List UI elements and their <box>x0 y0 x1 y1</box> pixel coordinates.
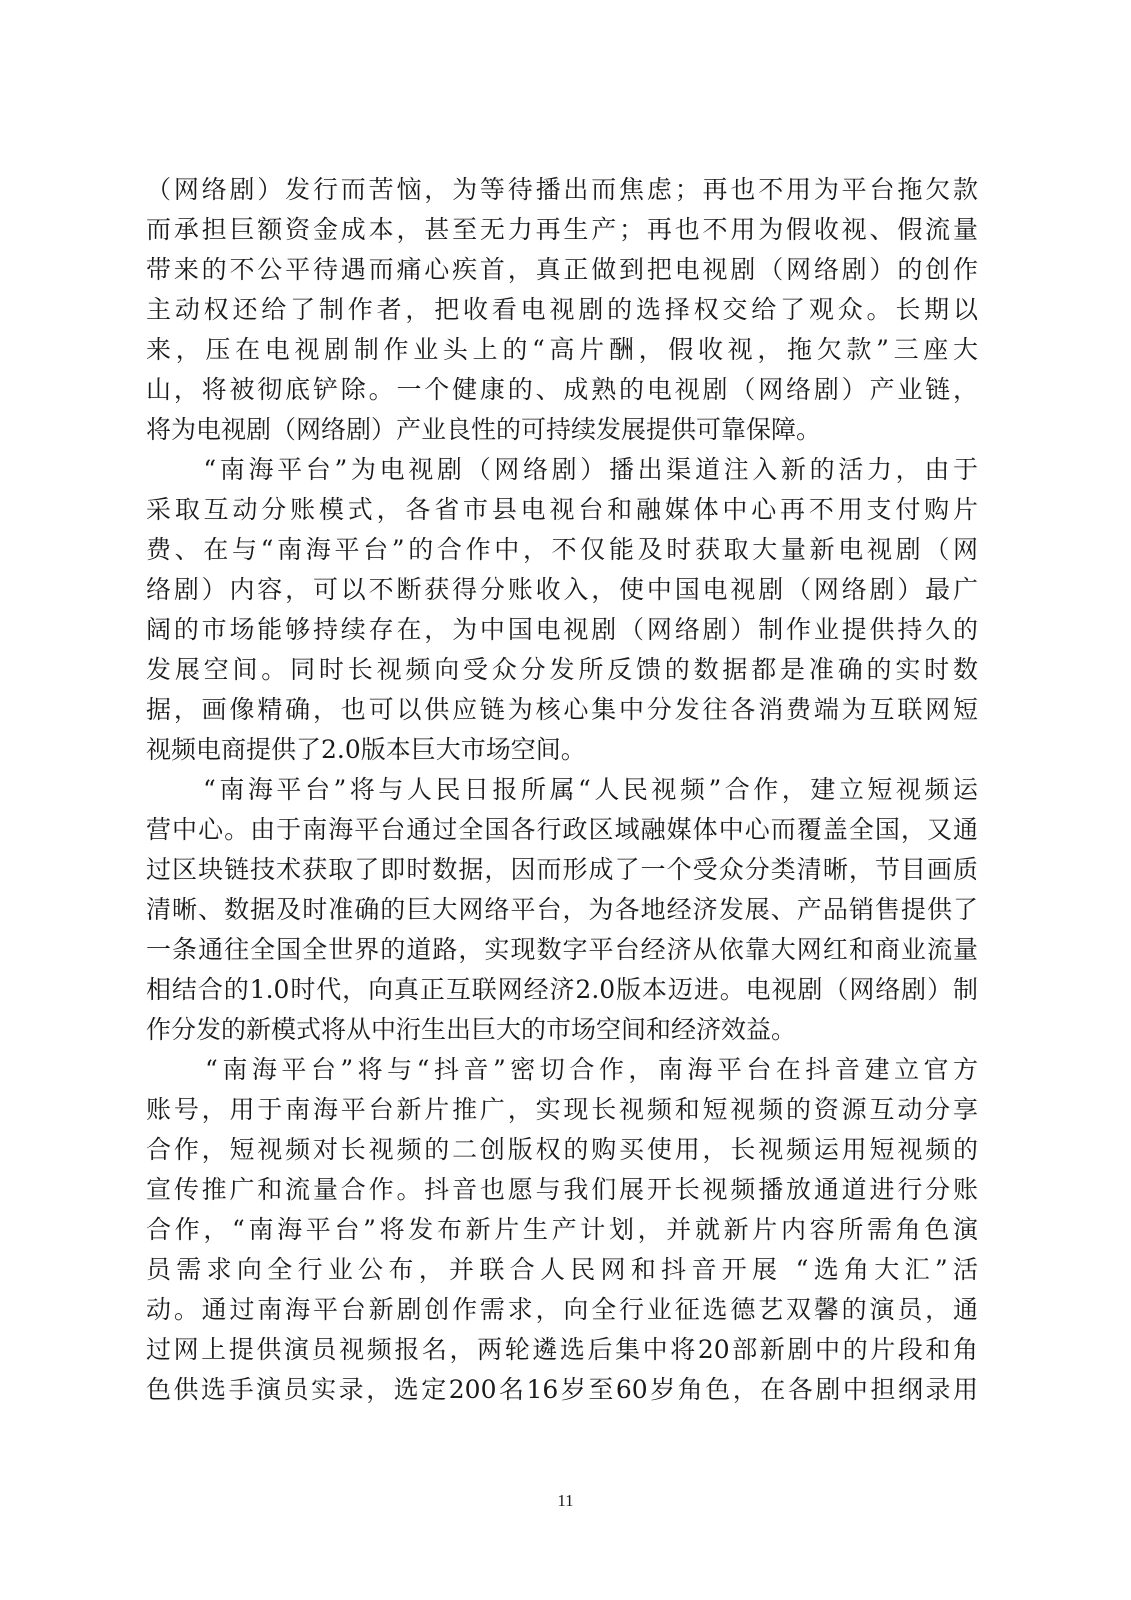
text-line: 发展空间。同时长视频向受众分发所反馈的数据都是准确的实时数 <box>146 655 978 684</box>
text-line: 过区块链技术获取了即时数据，因而形成了一个受众分类清晰，节目画质 <box>146 855 978 884</box>
text-line: 色供选手演员实录，选定200名16岁至60岁角色，在各剧中担纲录用 <box>146 1375 978 1404</box>
text-line: 员需求向全行业公布，并联合人民网和抖音开展 “选角大汇”活 <box>146 1255 978 1284</box>
text-line: 过网上提供演员视频报名，两轮遴选后集中将20部新剧中的片段和角 <box>146 1335 978 1364</box>
text-line: 带来的不公平待遇而痛心疾首，真正做到把电视剧（网络剧）的创作 <box>146 255 978 284</box>
text-line: 清晰、数据及时准确的巨大网络平台，为各地经济发展、产品销售提供了 <box>146 895 978 924</box>
text-line: 合作，短视频对长视频的二创版权的购买使用，长视频运用短视频的 <box>146 1135 978 1164</box>
text-line: 主动权还给了制作者，把收看电视剧的选择权交给了观众。长期以 <box>146 295 978 324</box>
text-line: 络剧）内容，可以不断获得分账收入，使中国电视剧（网络剧）最广 <box>146 575 978 604</box>
text-line: 来，压在电视剧制作业头上的“高片酬，假收视，拖欠款”三座大 <box>146 335 978 364</box>
text-line: 作分发的新模式将从中洐生出巨大的市场空间和经济效益。 <box>146 1015 797 1044</box>
text-line: 账号，用于南海平台新片推广，实现长视频和短视频的资源互动分享 <box>146 1095 978 1124</box>
text-line: 阔的市场能够持续存在，为中国电视剧（网络剧）制作业提供持久的 <box>146 615 978 644</box>
text-line: 据，画像精确，也可以供应链为核心集中分发往各消费端为互联网短 <box>146 695 978 724</box>
text-line: “南海平台”将与人民日报所属“人民视频”合作，建立短视频运 <box>146 775 978 804</box>
text-line: 视频电商提供了2.0版本巨大市场空间。 <box>146 735 586 764</box>
page-number: 11 <box>557 1491 574 1510</box>
document-body <box>146 170 978 1410</box>
text-line: 而承担巨额资金成本，甚至无力再生产；再也不用为假收视、假流量 <box>146 215 978 244</box>
text-line: 费、在与“南海平台”的合作中，不仅能及时获取大量新电视剧（网 <box>146 535 978 564</box>
text-line: （网络剧）发行而苦恼，为等待播出而焦虑；再也不用为平台拖欠款 <box>146 175 978 204</box>
text-line: 一条通往全国全世界的道路，实现数字平台经济从依靠大网红和商业流量 <box>146 935 978 964</box>
text-line: 将为电视剧（网络剧）产业良性的可持续发展提供可靠保障。 <box>146 415 822 444</box>
text-line: 动。通过南海平台新剧创作需求，向全行业征选德艺双馨的演员，通 <box>146 1295 978 1324</box>
text-line: 合作，“南海平台”将发布新片生产计划，并就新片内容所需角色演 <box>146 1215 978 1244</box>
text-line: “南海平台”为电视剧（网络剧）播出渠道注入新的活力，由于 <box>146 455 978 484</box>
text-line: 营中心。由于南海平台通过全国各行政区域融媒体中心而覆盖全国，又通 <box>146 815 978 844</box>
text-line: 相结合的1.0时代，向真正互联网经济2.0版本迈进。电视剧（网络剧）制 <box>146 975 978 1004</box>
text-line: 山，将被彻底铲除。一个健康的、成熟的电视剧（网络剧）产业链， <box>146 375 978 404</box>
text-line: “南海平台”将与“抖音”密切合作，南海平台在抖音建立官方 <box>146 1055 978 1084</box>
text-line: 采取互动分账模式，各省市县电视台和融媒体中心再不用支付购片 <box>146 495 978 524</box>
text-line: 宣传推广和流量合作。抖音也愿与我们展开长视频播放通道进行分账 <box>146 1175 978 1204</box>
